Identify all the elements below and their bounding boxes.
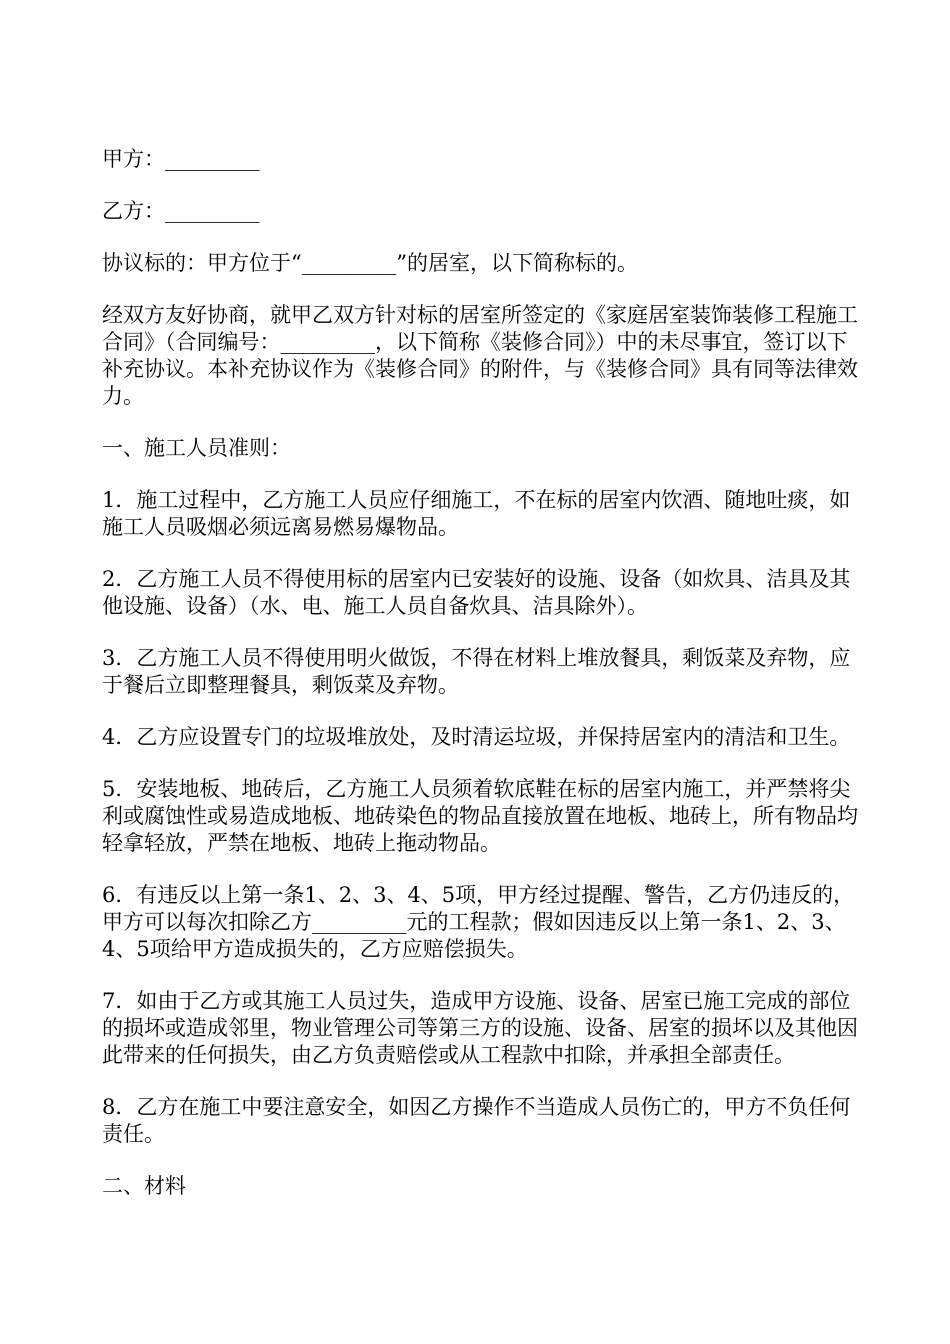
clause-4: 4．乙方应设置专门的垃圾堆放处，及时清运垃圾，并保持居室内的清洁和卫生。 [102,725,851,749]
clause-6: 6．有违反以上第一条1、2、3、4、5项，甲方经过提醒、警告，乙方仍违反的，甲方可以每次扣除乙方_________元的工程款；假如因违反以上第一条1、2、3、4、5项给甲方造成损失的，乙方应赔偿损失。 [102,883,855,961]
party-a-line: 甲方：_________ [102,147,260,171]
intro-paragraph: 经双方友好协商，就甲乙双方针对标的居室所签定的《家庭居室装饰装修工程施工合同》（合同编号：_________，以下简称《装修合同》）中的未尽事宜，签订以下补充协议。本补充协议作为《装修合同》的附件，与《装修合同》具有同等法律效力。 [102,303,858,408]
clause-2: 2．乙方施工人员不得使用标的居室内已安装好的设施、设备（如炊具、洁具及其他设施、设备）（水、电、施工人员自备炊具、洁具除外）。 [102,567,851,618]
section-title-materials: 二、材料 [102,1174,186,1198]
clause-3: 3．乙方施工人员不得使用明火做饭，不得在材料上堆放餐具，剩饭菜及弃物，应于餐后立即整理餐具，剩饭菜及弃物。 [102,646,851,697]
clause-1: 1．施工过程中，乙方施工人员应仔细施工，不在标的居室内饮酒、随地吐痰，如施工人员吸烟必须远离易燃易爆物品。 [102,488,851,539]
clause-7: 7．如由于乙方或其施工人员过失，造成甲方设施、设备、居室已施工完成的部位的损坏或造成邻里，物业管理公司等第三方的设施、设备、居室的损坏以及其他因此带来的任何损失，由乙方负责赔偿或从工程款中扣除，并承担全部责任。 [102,989,858,1067]
subject-line: 协议标的：甲方位于“_________”的居室，以下简称标的。 [102,251,638,275]
clause-8: 8．乙方在施工中要注意安全，如因乙方操作不当造成人员伤亡的，甲方不负任何责任。 [102,1095,851,1146]
clause-5: 5．安装地板、地砖后，乙方施工人员须着软底鞋在标的居室内施工，并严禁将尖利或腐蚀性或易造成地板、地砖染色的物品直接放置在地板、地砖上，所有物品均轻拿轻放，严禁在地板、地砖上拖动物品。 [102,777,858,855]
party-b-line: 乙方：_________ [102,199,260,223]
section-title-personnel: 一、施工人员准则： [102,436,291,460]
